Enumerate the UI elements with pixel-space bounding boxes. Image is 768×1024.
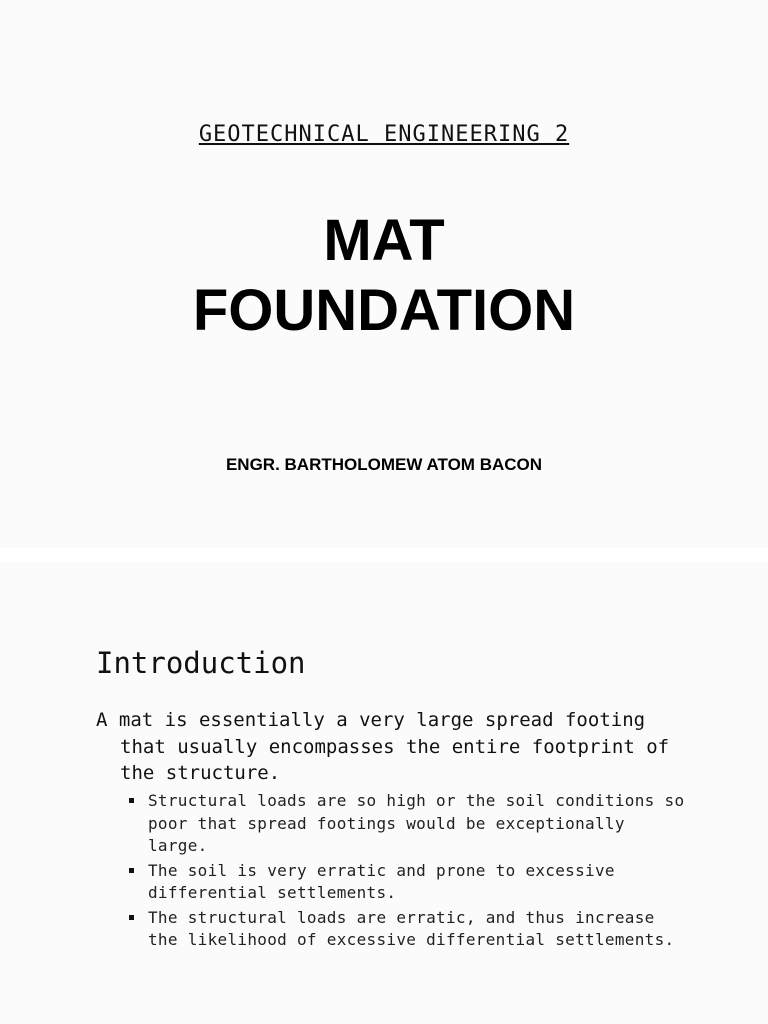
main-title-line-1: MAT	[323, 208, 445, 273]
section-heading: Introduction	[96, 646, 306, 680]
list-item-text: The structural loads are erratic, and thus increase the likelihood of excessive differential settlements.	[148, 907, 675, 949]
main-title	[0, 206, 768, 346]
list-item	[128, 860, 688, 905]
main-title-line-2: FOUNDATION	[192, 278, 576, 343]
list-item-text: The soil is very erratic and prone to excessive differential settlements.	[148, 860, 615, 902]
list-item	[128, 907, 688, 952]
author-name: ENGR. BARTHOLOMEW ATOM BACON	[225, 455, 543, 474]
list-item	[128, 790, 688, 858]
list-item-text: Structural loads are so high or the soil conditions so poor that spread footings would be exceptionally large.	[148, 791, 685, 855]
bullet-list	[128, 790, 688, 954]
intro-paragraph: A mat is essentially a very large spread footing that usually encompasses the entire footprint of the structure.	[96, 709, 670, 784]
square-bullet-icon	[129, 915, 134, 920]
square-bullet-icon	[129, 798, 134, 803]
course-title: GEOTECHNICAL ENGINEERING 2	[198, 122, 570, 147]
square-bullet-icon	[129, 868, 134, 873]
